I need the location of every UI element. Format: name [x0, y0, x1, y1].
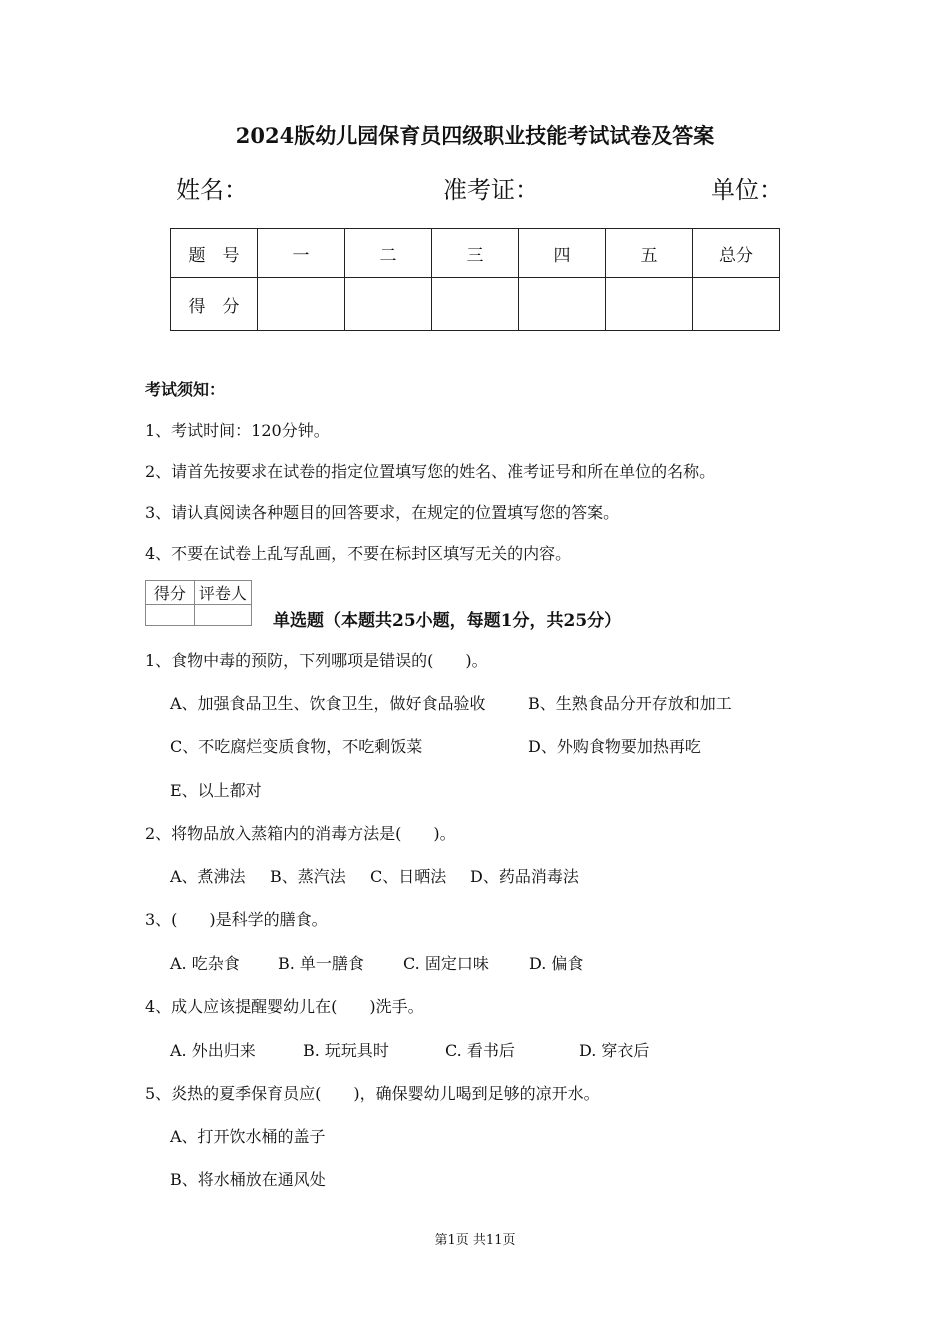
score-row-label: 得 分: [171, 278, 258, 331]
grader-score-label: 得分: [146, 581, 195, 605]
notice-heading: 考试须知：: [145, 380, 226, 399]
grader-name-cell[interactable]: [194, 605, 251, 626]
question-option: C、不吃腐烂变质食物，不吃剩饭菜: [170, 737, 423, 756]
grader-box-header-row: [146, 581, 252, 605]
score-table-header-cell: 二: [345, 229, 432, 278]
question-option: A、煮沸法: [170, 867, 246, 886]
question-option: C、日晒法: [370, 867, 447, 886]
notice-item: 2、请首先按要求在试卷的指定位置填写您的姓名、准考证号和所在单位的名称。: [145, 462, 716, 481]
question-option: D. 偏食: [529, 954, 584, 973]
grader-name-label: 评卷人: [194, 581, 251, 605]
question-option: A、加强食品卫生、饮食卫生，做好食品验收: [170, 694, 486, 713]
score-cell[interactable]: [606, 278, 693, 331]
question-stem: 2、将物品放入蒸箱内的消毒方法是( )。: [145, 824, 456, 843]
name-field-label: 姓名：: [176, 176, 248, 204]
score-cell[interactable]: [693, 278, 780, 331]
question-option: D、外购食物要加热再吃: [528, 737, 701, 756]
score-table-score-row: [171, 278, 780, 331]
question-option: B、蒸汽法: [270, 867, 346, 886]
grader-box: [145, 580, 252, 626]
score-cell[interactable]: [519, 278, 606, 331]
score-table-header-cell: 一: [258, 229, 345, 278]
question-stem: 5、炎热的夏季保育员应( )，确保婴幼儿喝到足够的凉开水。: [145, 1084, 600, 1103]
section-heading: 单选题（本题共25小题，每题1分，共25分）: [273, 611, 622, 631]
notice-item: 3、请认真阅读各种题目的回答要求，在规定的位置填写您的答案。: [145, 503, 620, 522]
question-option: B. 单一膳食: [278, 954, 364, 973]
page-footer: 第1页 共11页: [434, 1233, 516, 1248]
question-option: A、打开饮水桶的盖子: [170, 1127, 326, 1146]
exam-id-field-label: 准考证：: [443, 176, 539, 204]
score-table-header-cell: 四: [519, 229, 606, 278]
question-stem: 4、成人应该提醒婴幼儿在( )洗手。: [145, 997, 424, 1016]
notice-item: 1、考试时间：120分钟。: [145, 421, 330, 440]
score-table-header-cell: 总分: [693, 229, 780, 278]
question-option: B、生熟食品分开存放和加工: [528, 694, 732, 713]
score-table-header-cell: 三: [432, 229, 519, 278]
score-table-header-cell: 五: [606, 229, 693, 278]
question-option: A. 外出归来: [170, 1041, 256, 1060]
score-table: [170, 228, 780, 331]
score-cell[interactable]: [258, 278, 345, 331]
question-option: E、以上都对: [170, 781, 262, 800]
score-table-header-row: [171, 229, 780, 278]
notice-item: 4、不要在试卷上乱写乱画，不要在标封区填写无关的内容。: [145, 544, 572, 563]
unit-field-label: 单位：: [711, 176, 783, 204]
question-option: C. 固定口味: [403, 954, 489, 973]
question-stem: 3、( )是科学的膳食。: [145, 910, 328, 929]
page-title: 2024版幼儿园保育员四级职业技能考试试卷及答案: [235, 123, 715, 148]
score-cell[interactable]: [345, 278, 432, 331]
question-option: B、将水桶放在通风处: [170, 1170, 326, 1189]
question-stem: 1、食物中毒的预防，下列哪项是错误的( )。: [145, 651, 488, 670]
question-option: C. 看书后: [445, 1041, 515, 1060]
question-option: D、药品消毒法: [470, 867, 579, 886]
question-option: A. 吃杂食: [170, 954, 240, 973]
grader-score-cell[interactable]: [146, 605, 195, 626]
score-cell[interactable]: [432, 278, 519, 331]
question-option: D. 穿衣后: [579, 1041, 650, 1060]
question-option: B. 玩玩具时: [303, 1041, 389, 1060]
score-table-header-cell: 题 号: [171, 229, 258, 278]
grader-box-input-row: [146, 605, 252, 626]
